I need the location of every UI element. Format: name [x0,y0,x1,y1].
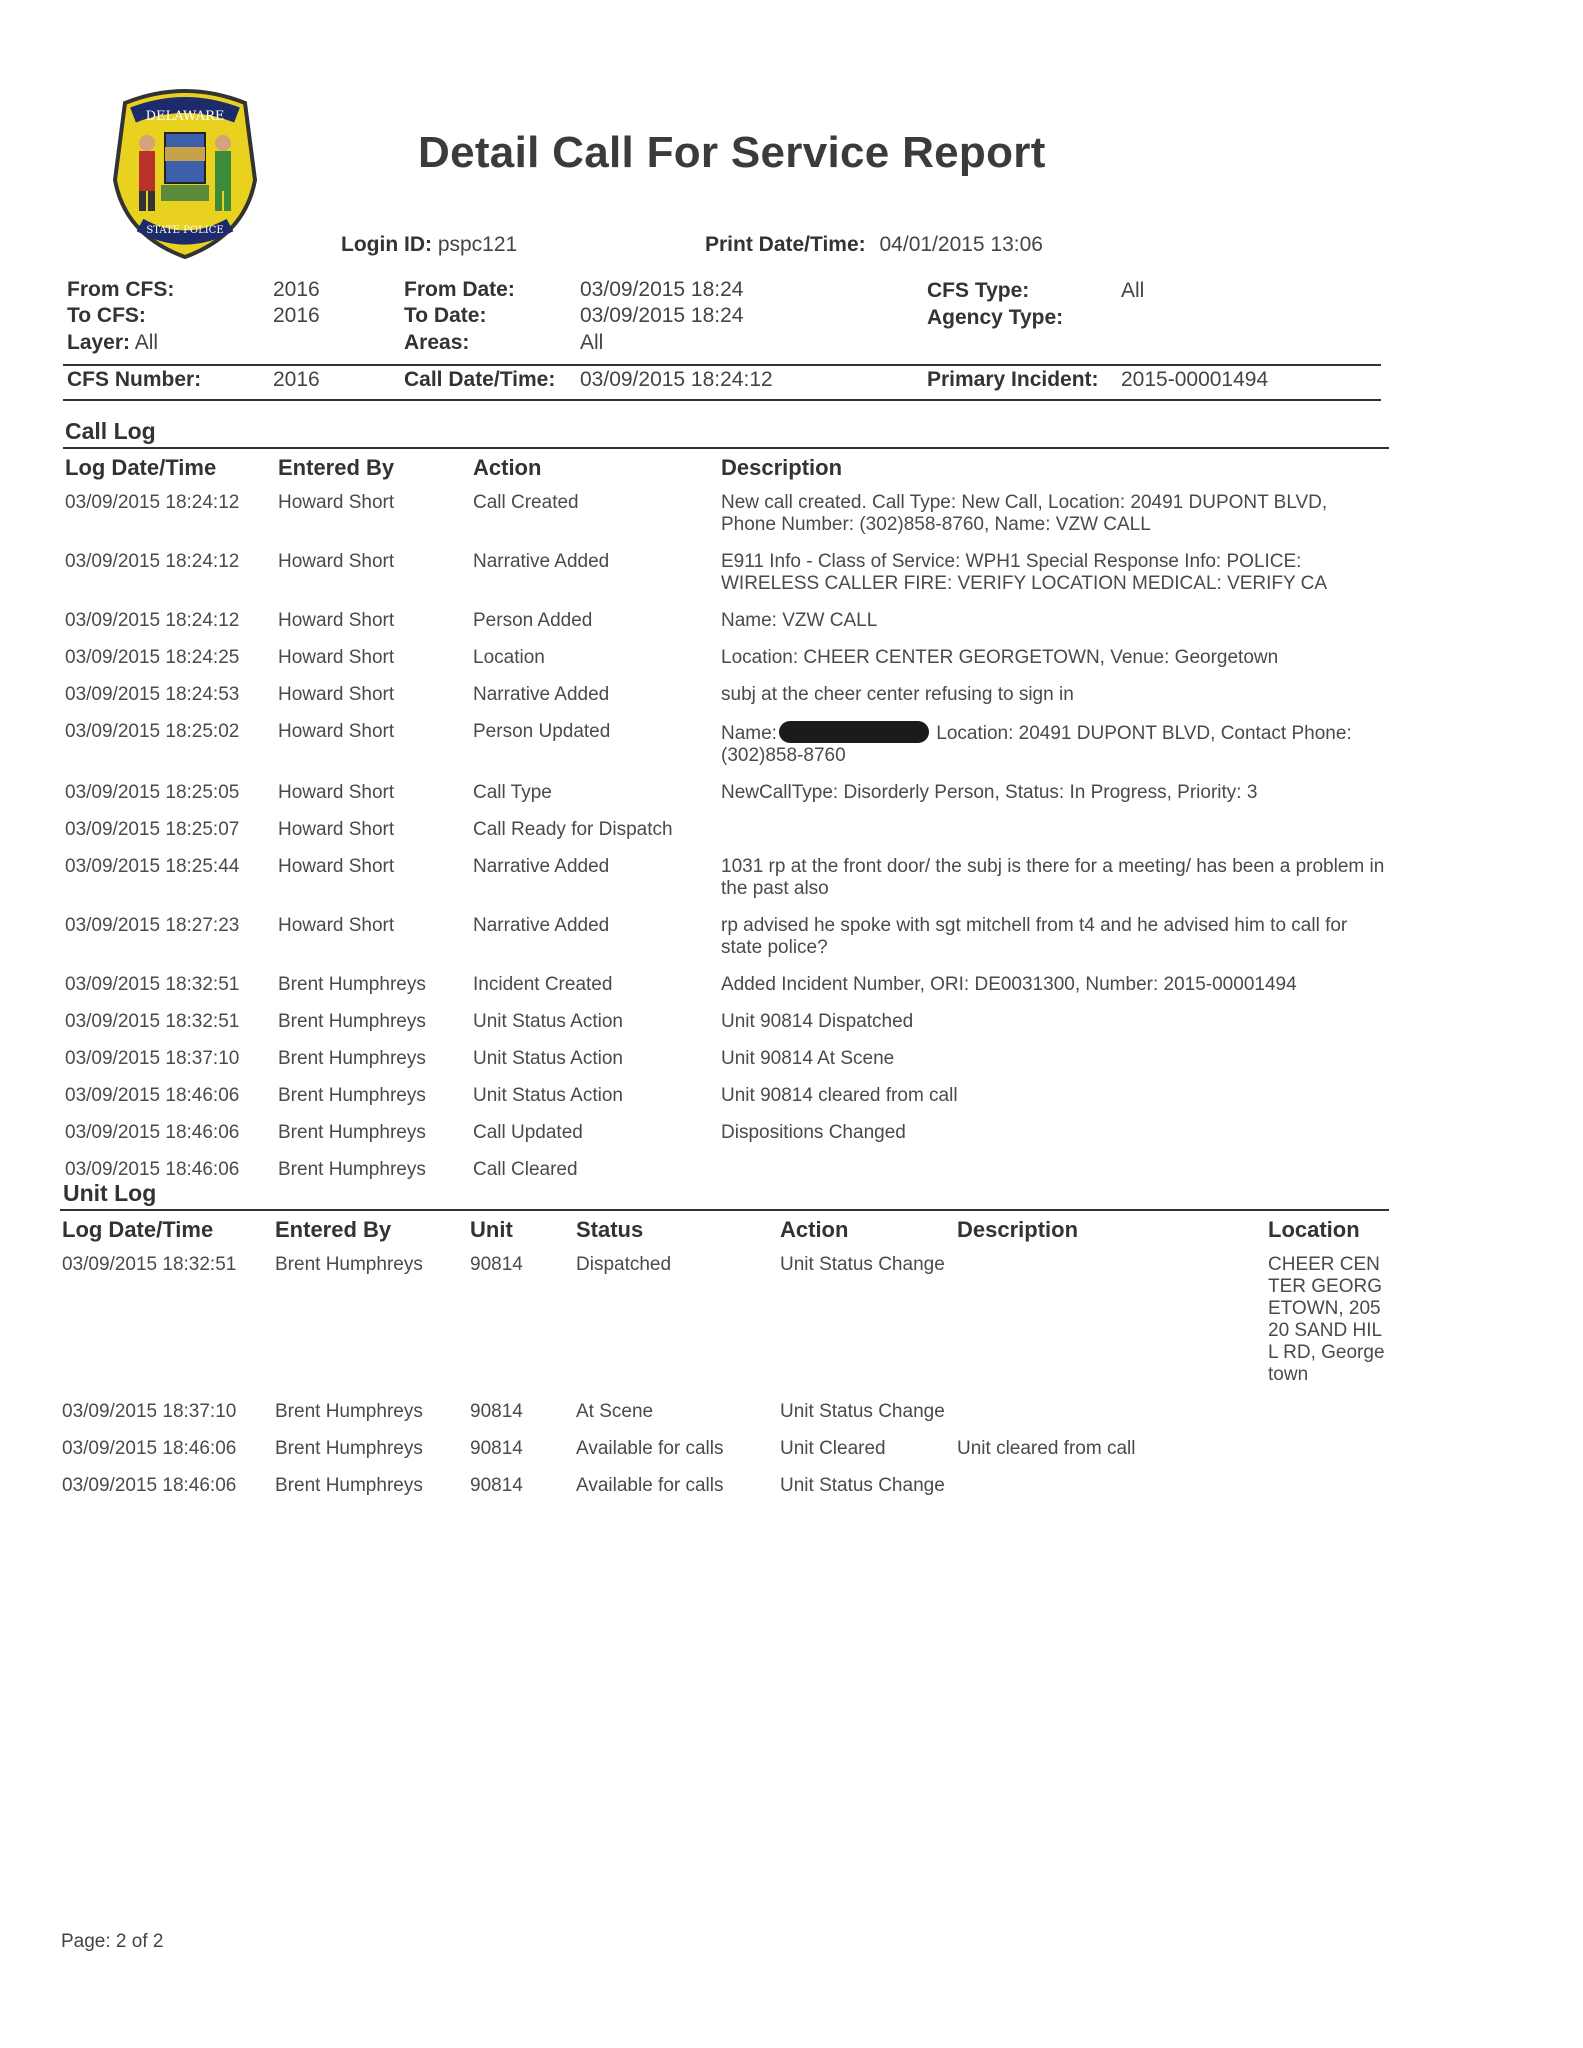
column-header: Action [473,455,542,480]
action: Unit Cleared [780,1438,886,1459]
areas-value: All [580,331,604,354]
log-datetime: 03/09/2015 18:32:51 [65,974,240,995]
column-header: Location [1268,1217,1360,1242]
report-title: Detail Call For Service Report [418,128,1046,177]
description: rp advised he spoke with sgt mitchell from t4 and he advised him to call for state police? [721,915,1348,958]
location [1268,1470,1387,1507]
action: Unit Status Action [473,1011,623,1032]
description: Unit 90814 At Scene [721,1048,895,1069]
from-cfs-value: 2016 [273,278,320,301]
to-date-value: 03/09/2015 18:24 [580,304,744,327]
primary-incident-value: 2015-00001494 [1121,368,1269,391]
table-row [65,1117,1385,1154]
layer-label: Layer: [67,331,131,354]
table-row [65,1080,1385,1117]
status: Available for calls [576,1475,724,1496]
log-datetime: 03/09/2015 18:46:06 [65,1159,240,1180]
entered-by: Howard Short [278,915,395,936]
entered-by: Howard Short [278,647,395,668]
call-datetime-label: Call Date/Time: [404,368,556,391]
print-datetime-label: Print Date/Time: [705,233,866,256]
location: CHEER CENTER GEORGETOWN, 20520 SAND HILL RD, Georgetown [1268,1254,1385,1385]
to-date-label: To Date: [404,304,487,327]
table-row [65,642,1385,679]
unit-log-header-row [62,1211,1387,1249]
print-datetime-value: 04/01/2015 13:06 [879,233,1043,256]
description: Unit 90814 Dispatched [721,1011,914,1032]
from-date-label: From Date: [404,278,515,301]
table-row [65,487,1385,546]
entered-by: Brent Humphreys [278,1085,426,1106]
action: Call Created [473,492,579,513]
cfs-number-label: CFS Number: [67,368,202,391]
table-row [65,777,1385,814]
log-datetime: 03/09/2015 18:25:05 [65,782,240,803]
call-datetime-value: 03/09/2015 18:24:12 [580,368,773,391]
log-datetime: 03/09/2015 18:25:44 [65,856,240,877]
action: Call Ready for Dispatch [473,819,673,840]
action: Call Cleared [473,1159,578,1180]
unit: 90814 [470,1254,523,1275]
entered-by: Howard Short [278,492,395,513]
action: Unit Status Change [780,1401,945,1422]
action: Narrative Added [473,684,610,705]
table-row [65,546,1385,605]
description [721,716,1385,777]
log-datetime: 03/09/2015 18:46:06 [62,1475,237,1496]
table-row [65,679,1385,716]
description-suffix: Location: 20491 DUPONT BLVD, Contact Phone: (302)858-8760 [721,723,1352,766]
agency-type-label: Agency Type: [927,306,1064,329]
log-datetime: 03/09/2015 18:46:06 [65,1122,240,1143]
entered-by: Brent Humphreys [275,1401,423,1422]
log-datetime: 03/09/2015 18:37:10 [65,1048,240,1069]
description: Location: CHEER CENTER GEORGETOWN, Venue: Georgetown [721,647,1279,668]
cfs-type-value: All [1121,279,1145,302]
log-datetime: 03/09/2015 18:27:23 [65,915,240,936]
action: Narrative Added [473,915,610,936]
log-datetime: 03/09/2015 18:37:10 [62,1401,237,1422]
description: Unit 90814 cleared from call [721,1085,958,1106]
action: Location [473,647,545,668]
login-id-row [341,233,517,257]
unit-log-table [62,1211,1387,1507]
print-datetime-row [705,233,1043,257]
description: NewCallType: Disorderly Person, Status: In Progress, Priority: 3 [721,782,1258,803]
to-cfs-label: To CFS: [67,304,146,327]
action: Call Type [473,782,552,803]
log-datetime: 03/09/2015 18:46:06 [62,1438,237,1459]
login-id-value: pspc121 [437,233,518,256]
column-header: Action [780,1217,849,1242]
log-datetime: 03/09/2015 18:24:25 [65,647,240,668]
description: Added Incident Number, ORI: DE0031300, Number: 2015-00001494 [721,974,1297,995]
entered-by: Brent Humphreys [275,1254,423,1275]
entered-by: Howard Short [278,782,395,803]
from-date-value: 03/09/2015 18:24 [580,278,744,301]
column-header: Log Date/Time [62,1217,214,1242]
entered-by: Howard Short [278,684,395,705]
description [957,1470,1268,1507]
description [957,1249,1268,1396]
action: Unit Status Change [780,1475,945,1496]
entered-by: Howard Short [278,819,395,840]
table-row [62,1433,1387,1470]
column-header: Unit [470,1217,513,1242]
log-datetime: 03/09/2015 18:24:12 [65,551,240,572]
action: Unit Status Change [780,1254,945,1275]
entered-by: Brent Humphreys [275,1475,423,1496]
unit-log-title: Unit Log [63,1180,157,1206]
log-datetime: 03/09/2015 18:24:53 [65,684,240,705]
page-number: Page: 2 of 2 [61,1931,164,1952]
cfs-number-value: 2016 [273,368,320,391]
action: Incident Created [473,974,613,995]
action: Call Updated [473,1122,583,1143]
entered-by: Howard Short [278,610,395,631]
log-datetime: 03/09/2015 18:25:02 [65,721,240,742]
table-row [65,1043,1385,1080]
column-header: Log Date/Time [65,455,217,480]
description: New call created. Call Type: New Call, Location: 20491 DUPONT BLVD, Phone Number: (302)858-8760, Name: VZW CALL [721,492,1328,535]
description: Dispositions Changed [721,1122,906,1143]
table-row [65,969,1385,1006]
divider [63,364,1381,366]
svg-text:DELAWARE: DELAWARE [145,109,225,124]
description [721,814,1385,851]
action: Person Added [473,610,593,631]
unit: 90814 [470,1401,523,1422]
to-cfs-value: 2016 [273,304,320,327]
entered-by: Howard Short [278,721,395,742]
description [721,1154,1385,1191]
column-header: Entered By [278,455,395,480]
location [1268,1433,1387,1470]
table-row [62,1470,1387,1507]
column-header: Status [576,1217,644,1242]
svg-text:STATE POLICE: STATE POLICE [146,225,224,236]
location [1268,1396,1387,1433]
primary-incident-label: Primary Incident: [927,368,1099,391]
description: 1031 rp at the front door/ the subj is there for a meeting/ has been a problem in the past also [721,856,1385,899]
log-datetime: 03/09/2015 18:25:07 [65,819,240,840]
action: Narrative Added [473,551,610,572]
entered-by: Howard Short [278,551,395,572]
table-row [65,910,1385,969]
table-row [65,1006,1385,1043]
description: subj at the cheer center refusing to sign in [721,684,1074,705]
action: Person Updated [473,721,611,742]
delaware-state-police-seal-icon [105,85,265,260]
entered-by: Brent Humphreys [275,1438,423,1459]
entered-by: Brent Humphreys [278,1011,426,1032]
login-id-label: Login ID: [341,233,432,256]
call-log-table [65,449,1385,1191]
unit: 90814 [470,1475,523,1496]
log-datetime: 03/09/2015 18:46:06 [65,1085,240,1106]
table-row [65,1154,1385,1191]
layer-value: All [134,331,159,354]
column-header: Entered By [275,1217,392,1242]
from-cfs-label: From CFS: [67,278,175,301]
table-row [62,1396,1387,1433]
action: Narrative Added [473,856,610,877]
description [957,1396,1268,1433]
divider [63,399,1381,401]
table-row [62,1249,1387,1396]
status: Available for calls [576,1438,724,1459]
table-row [65,605,1385,642]
log-datetime: 03/09/2015 18:24:12 [65,492,240,513]
table-row [65,716,1385,777]
status: At Scene [576,1401,654,1422]
column-header: Description [721,455,843,480]
table-row [65,814,1385,851]
description: Name: VZW CALL [721,610,878,631]
areas-label: Areas: [404,331,470,354]
redaction-mark [779,721,929,743]
action: Unit Status Action [473,1085,623,1106]
log-datetime: 03/09/2015 18:32:51 [65,1011,240,1032]
description-prefix: Name: [721,723,777,744]
action: Unit Status Action [473,1048,623,1069]
entered-by: Howard Short [278,856,395,877]
layer-row [67,331,158,355]
description: Unit cleared from call [957,1438,1136,1459]
entered-by: Brent Humphreys [278,974,426,995]
log-datetime: 03/09/2015 18:32:51 [62,1254,237,1275]
unit: 90814 [470,1438,523,1459]
description: E911 Info - Class of Service: WPH1 Special Response Info: POLICE: WIRELESS CALLER FIRE: VERIFY LOCATION MEDICAL: VERIFY CA [721,551,1328,594]
call-log-header-row [65,449,1385,487]
status: Dispatched [576,1254,672,1275]
log-datetime: 03/09/2015 18:24:12 [65,610,240,631]
entered-by: Brent Humphreys [278,1122,426,1143]
call-log-title: Call Log [65,418,156,444]
entered-by: Brent Humphreys [278,1159,426,1180]
table-row [65,851,1385,910]
entered-by: Brent Humphreys [278,1048,426,1069]
column-header: Description [957,1217,1079,1242]
cfs-type-label: CFS Type: [927,279,1030,302]
